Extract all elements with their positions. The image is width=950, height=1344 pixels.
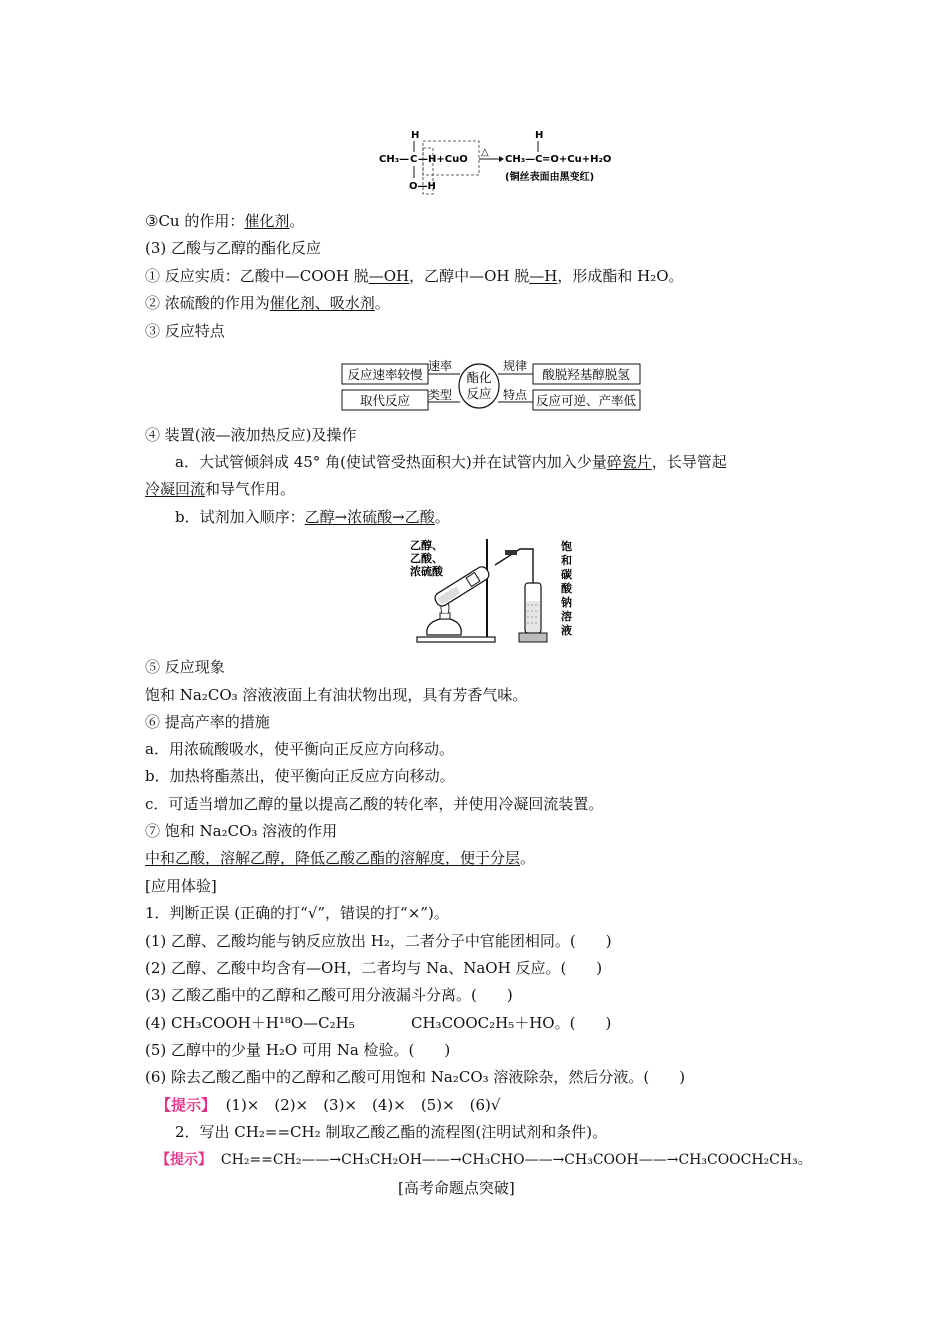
- apparatus-step-b: [175, 507, 450, 527]
- yield-heading: ⑥ 提高产率的措施: [145, 713, 270, 731]
- na2co3-role-suffix: 。: [520, 849, 536, 867]
- right-label-4: 钠: [561, 596, 572, 609]
- right-label-2: 碳: [561, 568, 572, 581]
- section3-title: (3) 乙酸与乙醇的酯化反应: [145, 239, 322, 257]
- apparatus-heading: ④ 装置(液—液加热反应)及操作: [145, 426, 357, 444]
- reaction-essence-line: [145, 266, 684, 286]
- label-type: 类型: [428, 388, 453, 402]
- question-2: 2．写出 CH₂==CH₂ 制取乙酸乙酯的流程图(注明试剂和条件)。: [175, 1123, 608, 1141]
- step-a-suffix: ，长导管起: [651, 453, 727, 471]
- phenomenon-text: 饱和 Na₂CO₃ 溶液液面上有油状物出现，具有芳香气味。: [145, 686, 528, 704]
- esterification-apparatus-figure: [405, 535, 580, 647]
- right-label-1: 和: [561, 554, 572, 567]
- sulfuric-acid-role-line: [145, 293, 390, 313]
- phenomenon-heading: ⑤ 反应现象: [145, 658, 225, 676]
- cu-role-suffix: 。: [289, 212, 305, 230]
- yield-step-a: a．用浓硫酸吸水，使平衡向正反应方向移动。: [145, 740, 454, 758]
- apparatus-step-a: [175, 452, 727, 472]
- esterification-feature-diagram: [340, 355, 645, 417]
- question-1-item-5: (5) 乙醇中的少量 H₂O 可用 Na 检验。( ): [145, 1041, 451, 1059]
- box-reversible: 反应可逆、产率低: [535, 393, 637, 408]
- h-cuo-label: —H+CuO: [418, 154, 468, 165]
- reaction-features-heading: ③ 反应特点: [145, 322, 225, 340]
- right-label-3: 酸: [561, 582, 572, 595]
- question-1-item-3: (3) 乙酸乙酯中的乙醇和乙酸可用分液漏斗分离。( ): [145, 986, 513, 1004]
- sulfuric-answer: 催化剂、吸水剂: [269, 294, 375, 312]
- question-1-item-1: (1) 乙醇、乙酸均能与钠反应放出 H₂，二者分子中官能团相同。( ): [145, 932, 612, 950]
- cu-role-answer: 催化剂: [244, 212, 290, 230]
- h-top-label: H: [411, 130, 420, 141]
- tip-2-label: 【提示】: [156, 1152, 212, 1168]
- label-feature: 特点: [503, 388, 528, 402]
- box-acid-alcohol-rule: 酸脱羟基醇脱氢: [542, 367, 630, 382]
- right-label-5: 溶: [561, 610, 572, 623]
- yield-step-c: c．可适当增加乙醇的量以提高乙酸的转化率，并使用冷凝回流装置。: [145, 795, 604, 813]
- sulfuric-prefix: ② 浓硫酸的作用为: [145, 294, 270, 312]
- ch3-label: CH₃—: [379, 154, 410, 165]
- na2co3-role-answer: 中和乙酸，溶解乙醇，降低乙酸乙酯的溶解度，便于分层: [145, 849, 521, 867]
- tip-1-label: 【提示】: [156, 1096, 217, 1114]
- cu-role-line: [145, 211, 304, 231]
- o-h-label: O—H: [409, 181, 436, 192]
- question-1-item-6: (6) 除去乙酸乙酯中的乙醇和乙酸可用饱和 Na₂CO₃ 溶液除杂，然后分液。( ): [145, 1068, 686, 1086]
- essence-answer-h: —H: [529, 267, 558, 285]
- label-rate: 速率: [428, 359, 453, 373]
- product-left-label: CH₃—C: [505, 154, 543, 165]
- essence-prefix: ① 反应实质：乙酸中—COOH 脱: [145, 267, 369, 285]
- box-slow-rate: 反应速率较慢: [347, 367, 423, 382]
- step-b-prefix: b．试剂加入顺序：: [175, 508, 305, 526]
- apparatus-step-a-cont: [145, 479, 295, 499]
- carbon-label: C: [410, 154, 418, 165]
- sulfuric-suffix: 。: [374, 294, 390, 312]
- question-1-item-2: (2) 乙醇、乙酸中均含有—OH，二者均与 Na、NaOH 反应。( ): [145, 959, 603, 977]
- step-a2-suffix: 和导气作用。: [205, 480, 296, 498]
- center-ester-1: 酯化: [466, 370, 492, 385]
- step-a-answer: 碎瓷片: [606, 453, 652, 471]
- tip-2-line: [156, 1150, 812, 1170]
- color-change-note: (铜丝表面由黑变红): [505, 172, 595, 183]
- yield-step-b: b．加热将酯蒸出，使平衡向正反应方向移动。: [145, 767, 455, 785]
- step-a-prefix: a．大试管倾斜成 45° 角(使试管受热面积大)并在试管内加入少量: [175, 453, 607, 471]
- question-1-item-4-right: CH₃COOC₂H₅＋HO。( ): [411, 1014, 612, 1032]
- step-a2-answer: 冷凝回流: [145, 480, 206, 498]
- box-substitution: 取代反应: [359, 393, 411, 408]
- reagent-label-2: 乙酸、: [410, 552, 443, 565]
- center-ester-2: 反应: [466, 386, 492, 401]
- reagent-label-3: 浓硫酸: [410, 565, 443, 578]
- step-b-answer: 乙醇→浓硫酸→乙酸: [304, 508, 435, 526]
- reagent-label-1: 乙醇、: [410, 539, 443, 552]
- essence-mid: ，乙醇中—OH 脱: [409, 267, 530, 285]
- na2co3-role-answer-line: [145, 848, 535, 868]
- h-top2-label: H: [535, 130, 544, 141]
- footer-title: [高考命题点突破]: [398, 1179, 515, 1197]
- question-1-item-4: (4) CH₃COOH＋H¹⁸O—C₂H₅: [145, 1014, 355, 1032]
- oxidation-reaction-figure: [375, 126, 615, 198]
- label-rule: 规律: [503, 359, 528, 373]
- step-b-suffix: 。: [434, 508, 450, 526]
- question-1: 1．判断正误 (正确的打“√”，错误的打“×”)。: [145, 904, 449, 922]
- essence-suffix: ，形成酯和 H₂O。: [557, 267, 684, 285]
- practice-title: [应用体验]: [145, 877, 217, 895]
- heat-symbol: △: [481, 147, 489, 158]
- cu-role-prefix: ③Cu 的作用：: [145, 212, 245, 230]
- tip-2-answer: CH₂==CH₂——→CH₃CH₂OH——→CH₃CHO——→CH₃COOH——→CH₃COOCH₂CH₃。: [220, 1152, 812, 1168]
- tip-1-line: [156, 1095, 500, 1115]
- right-label-6: 液: [561, 624, 572, 637]
- essence-answer-oh: —OH: [368, 267, 410, 285]
- tip-1-answer: (1)× (2)× (3)× (4)× (5)× (6)√: [225, 1096, 501, 1114]
- na2co3-role-heading: ⑦ 饱和 Na₂CO₃ 溶液的作用: [145, 822, 338, 840]
- product-right-label: =O+Cu+H₂O: [542, 154, 612, 165]
- right-label-0: 饱: [561, 540, 572, 553]
